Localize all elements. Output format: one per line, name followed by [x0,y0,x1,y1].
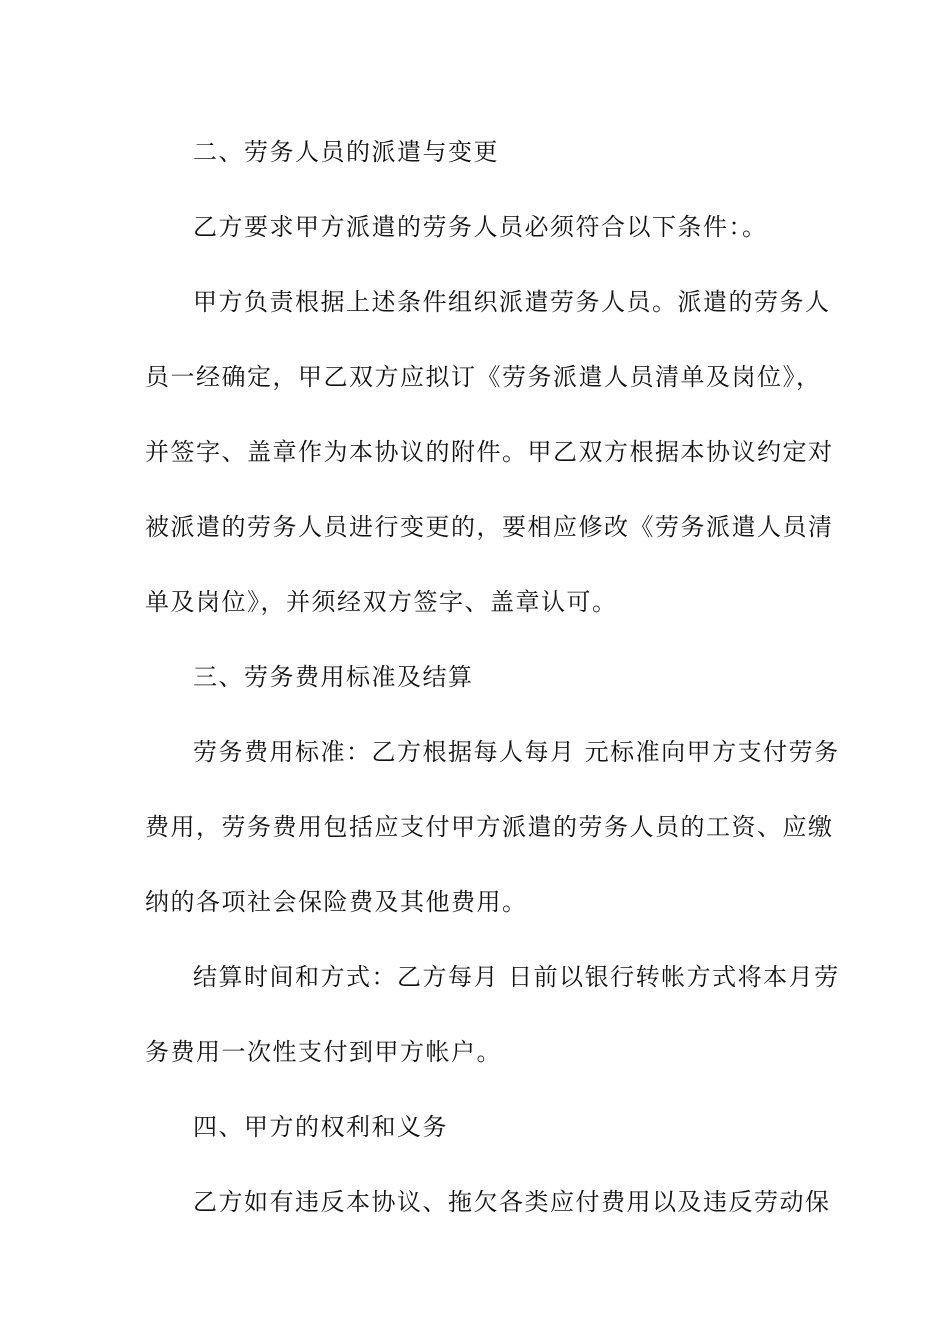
paragraph-line: 单及岗位》，并须经双方签字、盖章认可。 [145,588,618,616]
paragraph-line: 劳务费用标准：乙方根据每人每月 元标准向甲方支付劳务 [193,738,840,766]
paragraph-line: 甲方负责根据上述条件组织派遣劳务人员。派遣的劳务人 [193,288,831,316]
paragraph-line: 员一经确定，甲乙双方应拟订《劳务派遣人员清单及岗位》， [145,363,822,391]
paragraph-line: 费用，劳务费用包括应支付甲方派遣的劳务人员的工资、应缴 [145,813,834,841]
section-heading-3: 三、劳务费用标准及结算 [193,663,474,691]
paragraph-line: 结算时间和方式：乙方每月 日前以银行转帐方式将本月劳 [193,963,840,991]
section-heading-4: 四、甲方的权利和义务 [193,1113,448,1141]
paragraph-line: 并签字、盖章作为本协议的附件。甲乙双方根据本协议约定对 [145,438,834,466]
section-heading-2: 二、劳务人员的派遣与变更 [193,138,499,166]
paragraph-line: 乙方如有违反本协议、拖欠各类应付费用以及违反劳动保 [193,1188,831,1216]
paragraph-line: 被派遣的劳务人员进行变更的，要相应修改《劳务派遣人员清 [145,513,834,541]
paragraph-line: 务费用一次性支付到甲方帐户。 [145,1038,502,1066]
paragraph-line: 乙方要求甲方派遣的劳务人员必须符合以下条件：。 [193,213,768,241]
paragraph-line: 纳的各项社会保险费及其他费用。 [145,888,528,916]
